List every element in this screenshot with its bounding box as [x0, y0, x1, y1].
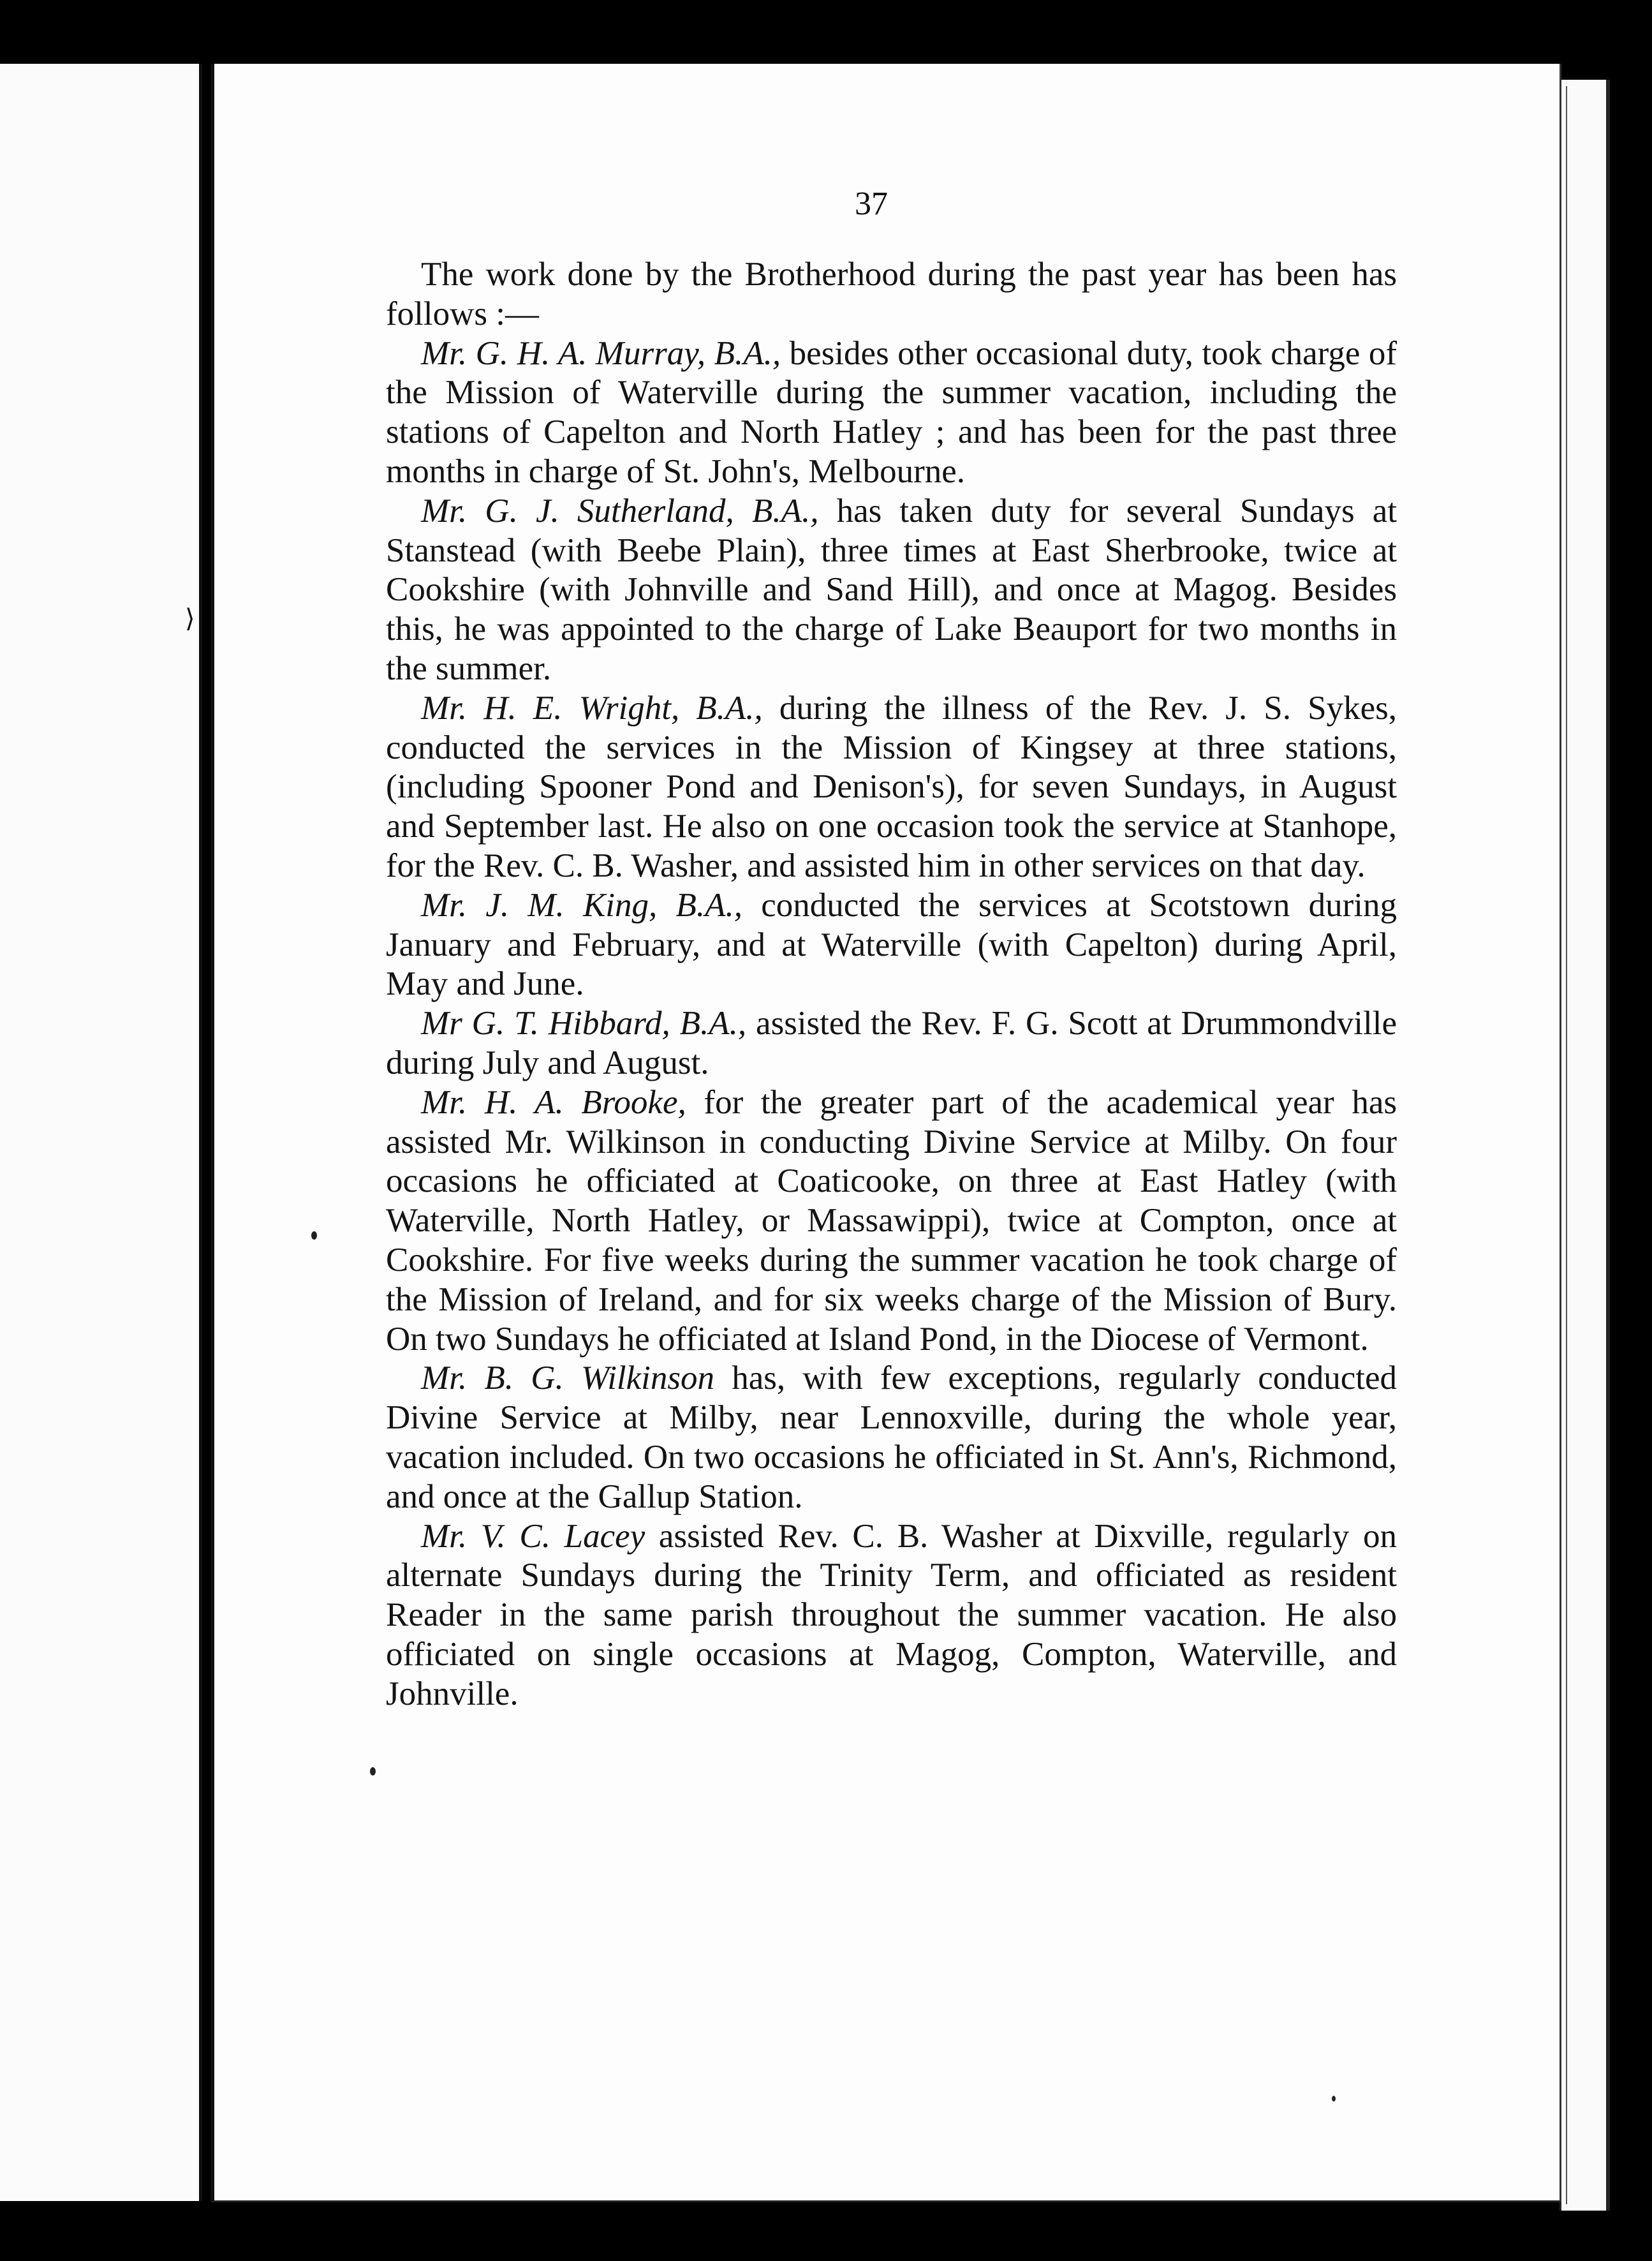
paragraph-text: besides other occasional duty, took charge of the Mission of Waterville during the summer vacation, including the stations of Capelton and North Hatley ; and has been for the past three months in charge of St. John's, Melbourne.	[386, 334, 1398, 490]
paragraph-text: assisted Rev. C. B. Washer at Dixville, regularly on alternate Sundays during the Trinity Term, and officiated as resident Reader in the same parish throughout the summer vacation. He also officiated on single occasions at Magog, Compton, Waterville, and Johnville.	[386, 1517, 1397, 1712]
paragraph-hibbard	[386, 1004, 1397, 1083]
body-text	[386, 255, 1397, 1714]
page-number: 37	[855, 186, 888, 222]
paragraph-text: has, with few exceptions, regularly conducted Divine Service at Milby, near Lennoxville, during the whole year, vacation included. On two occasions he officiated in St. Ann's, Richmond, and once at the Gallup Station.	[386, 1360, 1397, 1515]
member-name: Mr. H. A. Brooke,	[421, 1083, 686, 1121]
paragraph-murray	[386, 334, 1397, 492]
paragraph-brooke	[386, 1083, 1397, 1360]
ink-speck	[370, 1767, 376, 1775]
member-name: Mr. V. C. Lacey	[421, 1517, 645, 1555]
member-name: Mr. B. G. Wilkinson	[421, 1360, 715, 1397]
ink-speck	[311, 1231, 317, 1240]
paragraph-text: has taken duty for several Sundays at Stanstead (with Beebe Plain), three times at East Sherbrooke, twice at Cookshire (with Johnville and Sand Hill), and once at Magog. Besides this, he was appointed to the charge of Lake Beauport for two months in the summer.	[386, 492, 1397, 687]
member-name: Mr. H. E. Wright, B.A.,	[421, 689, 763, 727]
member-name: Mr. G. H. A. Murray, B.A.,	[421, 334, 781, 372]
paragraph-text: for the greater part of the academical year has assisted Mr. Wilkinson in conducting Divine Service at Milby. On four occasions he officiated at Coaticooke, on three at East Hatley (with Waterville, North Hatley, or Massawippi), twice at Compton, once at Cookshire. For five weeks during the summer vacation he took charge of the Mission of Ireland, and for six weeks charge of the Mission of Bury. On two Sundays he officiated at Island Pond, in the Diocese of Vermont.	[386, 1083, 1397, 1358]
intro-paragraph	[386, 255, 1397, 334]
paragraph-wright	[386, 689, 1397, 886]
paragraph-wilkinson	[386, 1359, 1397, 1516]
facing-page	[0, 64, 202, 2201]
paragraph-text: conducted the services at Scotstown during January and February, and at Waterville (with Capelton) during April, May and June.	[386, 886, 1397, 1003]
paragraph-king	[386, 886, 1397, 1004]
paragraph-text: assisted the Rev. F. G. Scott at Drummondville during July and August.	[386, 1005, 1397, 1081]
member-name: Mr. J. M. King, B.A.,	[421, 886, 742, 924]
paragraph-text: during the illness of the Rev. J. S. Sykes, conducted the services in the Mission of Kingsey at three stations, (including Spooner Pond and Denison's), for seven Sundays, in August and September last. He also on one occasion took the service at Stanhope, for the Rev. C. B. Washer, and assisted him in other services on that day.	[386, 689, 1397, 884]
page-edge-line	[1566, 86, 1572, 2204]
paragraph-sutherland	[386, 492, 1397, 689]
binding-mark: ⟩	[185, 604, 195, 633]
member-name: Mr G. T. Hibbard, B.A.,	[421, 1005, 747, 1042]
paragraph-lacey	[386, 1517, 1397, 1714]
member-name: Mr. G. J. Sutherland, B.A.,	[421, 492, 819, 530]
ink-speck	[1332, 2096, 1336, 2102]
paragraph-text: The work done by the Brotherhood during the past year has been has follows :—	[386, 256, 1397, 332]
